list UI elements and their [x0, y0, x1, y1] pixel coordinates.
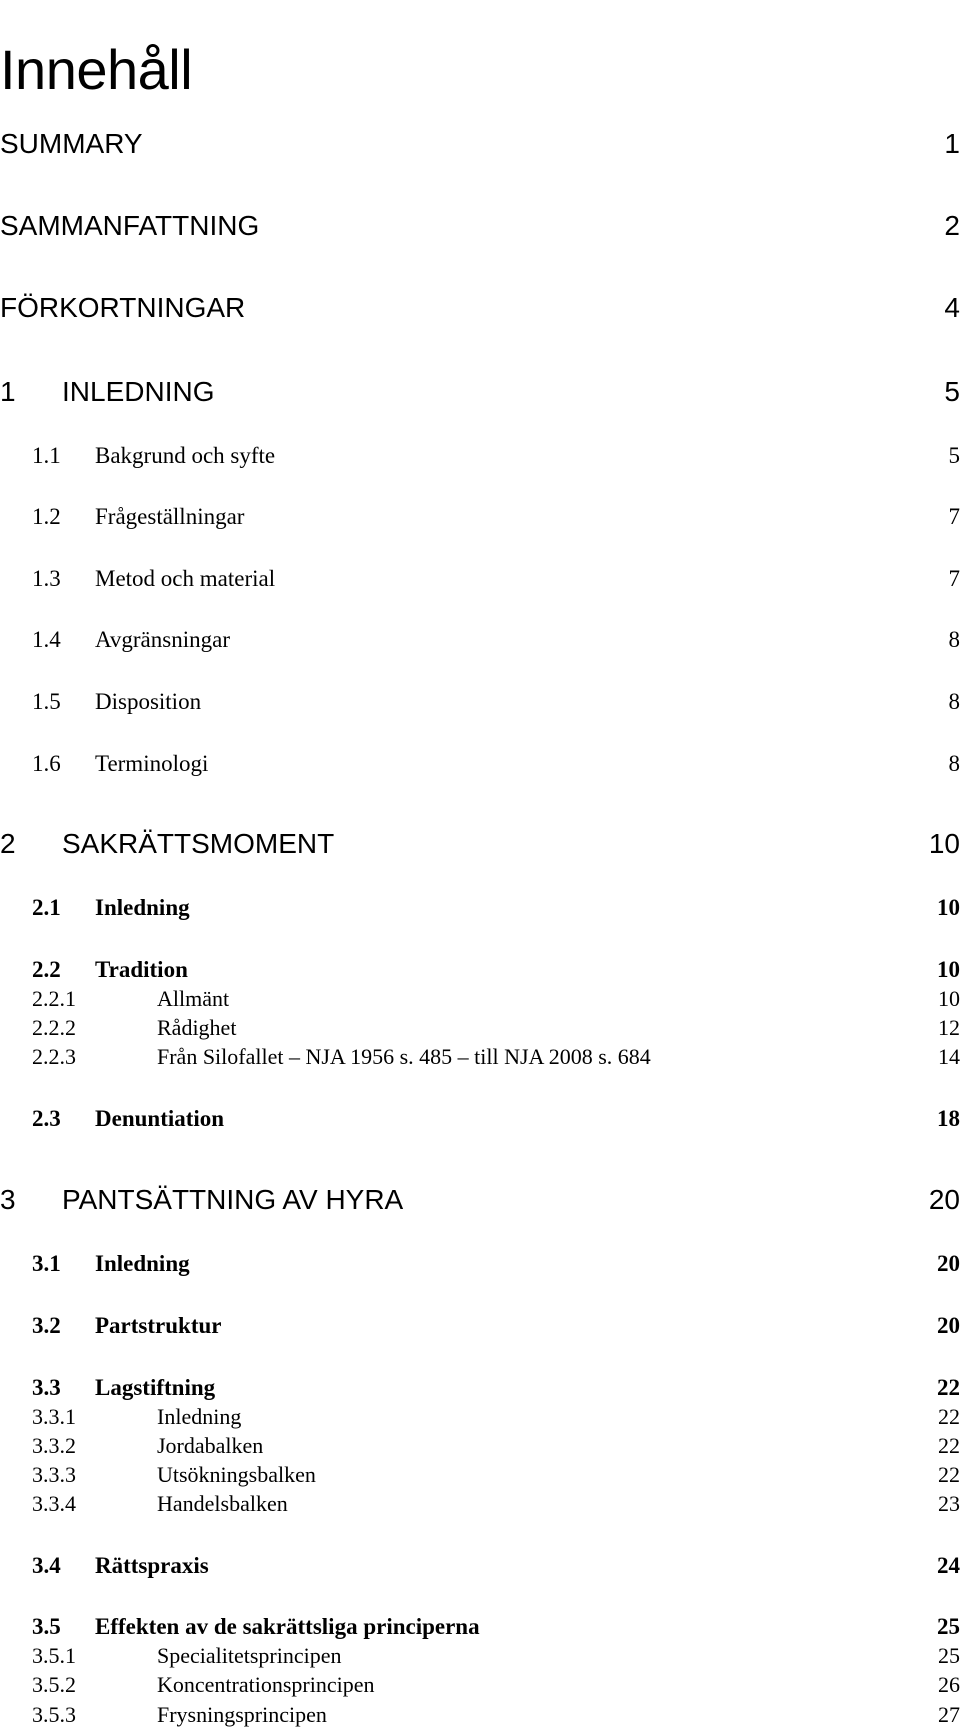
- toc-entry-number: 1.3: [32, 566, 61, 591]
- toc-entry-title: Lagstiftning: [95, 1375, 216, 1400]
- toc-entry-number: 3.5.2: [32, 1672, 76, 1697]
- toc-entry-number: 3.2: [32, 1313, 61, 1338]
- toc-entry-page-number: 10: [938, 986, 960, 1011]
- toc-entry-page-number: 20: [937, 1313, 960, 1338]
- toc-entry-title: FÖRKORTNINGAR: [0, 292, 246, 323]
- toc-entry-number: 3.3: [32, 1375, 61, 1400]
- toc-entry-page-number: 10: [937, 895, 960, 920]
- toc-entry-number: 3.3.4: [32, 1491, 76, 1516]
- toc-entry-page-number: 14: [938, 1044, 960, 1069]
- toc-entry[interactable]: [0, 1039, 960, 1075]
- toc-entry-title: Handelsbalken: [157, 1491, 288, 1516]
- toc-entry-page-number: 26: [938, 1672, 960, 1697]
- toc-entry-title: Bakgrund och syfte: [95, 443, 276, 468]
- toc-entry-title: Rådighet: [157, 1015, 237, 1040]
- toc-entry-number: 1.5: [32, 689, 61, 714]
- toc-entry-title: SAKRÄTTSMOMENT: [62, 828, 335, 859]
- toc-entry-number: 2.2.3: [32, 1044, 76, 1069]
- toc-entry-number: 2.1: [32, 895, 61, 920]
- toc-entry-page-number: 1: [944, 128, 960, 159]
- toc-entry[interactable]: [0, 746, 960, 782]
- toc-entry-page-number: 27: [938, 1702, 960, 1727]
- toc-entry-title: Avgränsningar: [95, 627, 230, 652]
- toc-entry-page-number: 8: [948, 689, 960, 714]
- toc-entry-page-number: 18: [937, 1106, 960, 1131]
- toc-entry-page-number: 24: [937, 1553, 960, 1578]
- toc-entry-page-number: 7: [948, 566, 960, 591]
- toc-entry-title: Inledning: [157, 1404, 242, 1429]
- toc-entry-page-number: 7: [948, 504, 960, 529]
- toc-entry-page-number: 10: [928, 828, 960, 859]
- toc-entry[interactable]: [0, 499, 960, 535]
- toc-entry-title: Allmänt: [157, 986, 230, 1011]
- toc-entry[interactable]: [0, 684, 960, 720]
- toc-entry-number: 3.3.1: [32, 1404, 76, 1429]
- toc-entry-number: 3.1: [32, 1251, 61, 1276]
- toc-entry-page-number: 8: [948, 751, 960, 776]
- toc-entry-page-number: 20: [937, 1251, 960, 1276]
- toc-entry-page-number: 22: [938, 1462, 960, 1487]
- toc-entry-number: 2.2.1: [32, 986, 76, 1011]
- toc-entry-title: Inledning: [95, 1251, 190, 1276]
- toc-entry-title: Utsökningsbalken: [157, 1462, 316, 1487]
- toc-entry-page-number: 20: [928, 1184, 960, 1215]
- toc-entry-title: INLEDNING: [62, 376, 215, 407]
- toc-entry[interactable]: [0, 208, 960, 244]
- toc-entry[interactable]: [0, 438, 960, 474]
- toc-entry[interactable]: [0, 561, 960, 597]
- toc-entry-title: Från Silofallet – NJA 1956 s. 485 – till NJA 2008 s. 684: [157, 1044, 651, 1069]
- toc-entry[interactable]: [0, 1697, 960, 1733]
- toc-entry[interactable]: [0, 1308, 960, 1344]
- toc-entry-number: 3.4: [32, 1553, 61, 1578]
- toc-entry-title: Rättspraxis: [95, 1553, 209, 1578]
- toc-entry-page-number: 5: [944, 376, 960, 407]
- toc-entry-page-number: 25: [938, 1643, 960, 1668]
- toc-entry-page-number: 5: [948, 443, 960, 468]
- toc-entry[interactable]: [0, 290, 960, 326]
- toc-entry-title: Koncentrationsprincipen: [157, 1672, 375, 1697]
- toc-entry[interactable]: [0, 890, 960, 926]
- toc-entry-title: Frågeställningar: [95, 504, 245, 529]
- toc-entry-page-number: 23: [938, 1491, 960, 1516]
- toc-entry[interactable]: [0, 1101, 960, 1137]
- toc-entry-number: 3.3.2: [32, 1433, 76, 1458]
- toc-entry-page-number: 12: [938, 1015, 960, 1040]
- toc-entry-number: 3: [0, 1184, 16, 1215]
- toc-entry-title: SAMMANFATTNING: [0, 210, 260, 241]
- toc-entry[interactable]: [0, 1548, 960, 1584]
- toc-entry[interactable]: [0, 622, 960, 658]
- page-title: Innehåll: [0, 37, 193, 101]
- toc-entry-number: 3.5.3: [32, 1702, 76, 1727]
- toc-entry-number: 2.3: [32, 1106, 61, 1131]
- toc-entry-title: Partstruktur: [95, 1313, 222, 1338]
- toc-entry-title: Jordabalken: [157, 1433, 264, 1458]
- toc-entry-title: PANTSÄTTNING AV HYRA: [62, 1184, 404, 1215]
- toc-entry[interactable]: [0, 1486, 960, 1522]
- toc-entry-number: 1: [0, 376, 16, 407]
- toc-entry[interactable]: [0, 1246, 960, 1282]
- toc-entry[interactable]: [0, 826, 960, 862]
- toc-entry[interactable]: [0, 374, 960, 410]
- toc-entry-title: Terminologi: [95, 751, 209, 776]
- toc-entry-page-number: 22: [937, 1375, 960, 1400]
- toc-entry-title: Tradition: [95, 957, 188, 982]
- toc-entry-page-number: 8: [948, 627, 960, 652]
- toc-entry-number: 3.3.3: [32, 1462, 76, 1487]
- toc-entry-page-number: 22: [938, 1433, 960, 1458]
- toc-entry-page-number: 4: [944, 292, 960, 323]
- toc-entry-page-number: 2: [944, 210, 960, 241]
- toc-entry-page-number: 22: [938, 1404, 960, 1429]
- toc-entry-number: 1.2: [32, 504, 61, 529]
- toc-entry-title: Disposition: [95, 689, 202, 714]
- toc-entry-page-number: 10: [937, 957, 960, 982]
- toc-entry-number: 2.2.2: [32, 1015, 76, 1040]
- toc-entry-title: Effekten av de sakrättsliga principerna: [95, 1614, 480, 1639]
- toc-entry-title: Frysningsprincipen: [157, 1702, 327, 1727]
- toc-entry-number: 3.5.1: [32, 1643, 76, 1668]
- toc-entry-title: Specialitetsprincipen: [157, 1643, 342, 1668]
- toc-entry-number: 1.4: [32, 627, 61, 652]
- toc-entry-number: 2: [0, 828, 16, 859]
- toc-entry[interactable]: [0, 1182, 960, 1218]
- toc-entry-title: Inledning: [95, 895, 190, 920]
- toc-entry-number: 1.1: [32, 443, 61, 468]
- toc-entry[interactable]: [0, 126, 960, 162]
- toc-entry-number: 3.5: [32, 1614, 61, 1639]
- toc-entry-page-number: 25: [937, 1614, 960, 1639]
- toc-entry-title: Metod och material: [95, 566, 276, 591]
- toc-entry-title: SUMMARY: [0, 128, 143, 159]
- toc-entry-number: 2.2: [32, 957, 61, 982]
- toc-entry-number: 1.6: [32, 751, 61, 776]
- toc-entry-title: Denuntiation: [95, 1106, 225, 1131]
